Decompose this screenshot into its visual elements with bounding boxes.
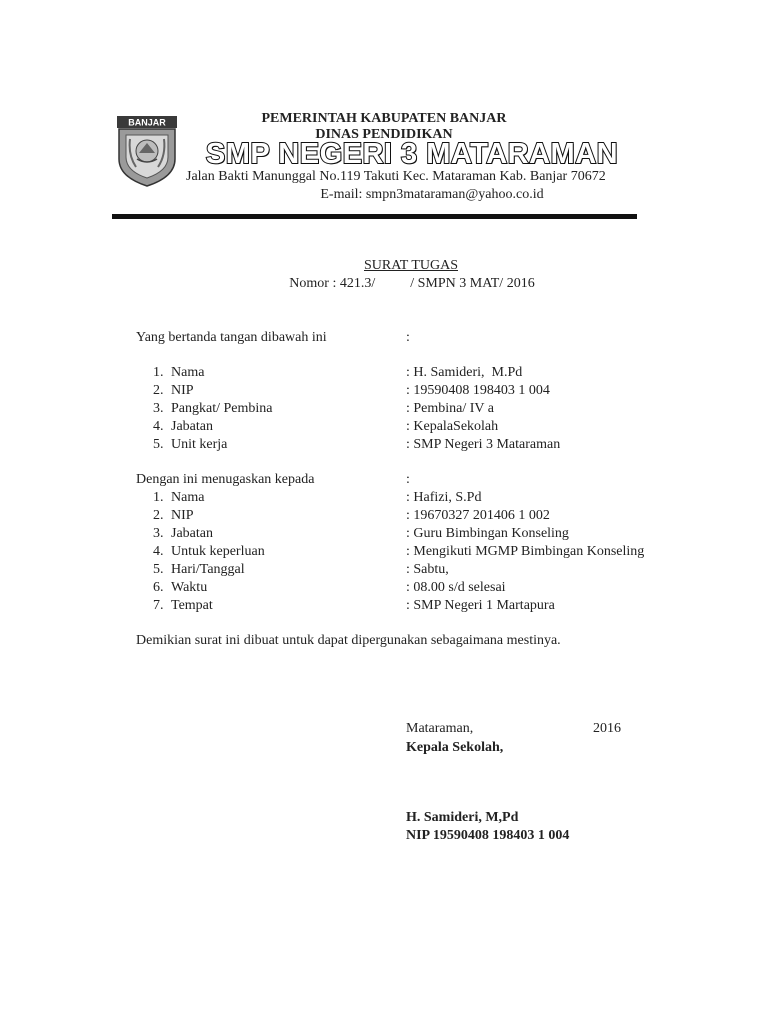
assign-intro-text: Dengan ini menugaskan kepada bbox=[136, 472, 315, 487]
signature-nip: NIP 19590408 198403 1 004 bbox=[406, 828, 570, 843]
signature-position: Kepala Sekolah, bbox=[406, 740, 504, 755]
logo-text: BANJAR bbox=[128, 117, 166, 128]
header-email: E-mail: smpn3mataraman@yahoo.co.id bbox=[320, 187, 544, 202]
header-department: DINAS PENDIDIKAN bbox=[315, 127, 453, 142]
header-school-name: SMP NEGERI 3 MATARAMAN bbox=[205, 138, 619, 170]
signature-place: Mataraman, bbox=[406, 721, 474, 736]
letter-number: Nomor : 421.3/ / SMPN 3 MAT/ 2016 bbox=[289, 276, 535, 291]
signer-intro-colon: : bbox=[406, 330, 410, 345]
signature-year: 2016 bbox=[593, 721, 621, 736]
assign-intro-colon: : bbox=[406, 472, 410, 487]
closing-statement: Demikian surat ini dibuat untuk dapat dipergunakan sebagaimana mestinya. bbox=[136, 633, 561, 648]
letter-title: SURAT TUGAS bbox=[363, 258, 458, 273]
header-divider bbox=[112, 214, 637, 219]
header-government: PEMERINTAH KABUPATEN BANJAR bbox=[261, 111, 507, 126]
signature-name: H. Samideri, M,Pd bbox=[406, 810, 519, 825]
header-address: Jalan Bakti Manunggal No.119 Takuti Kec. Mataraman Kab. Banjar 70672 bbox=[186, 169, 606, 184]
signer-intro-text: Yang bertanda tangan dibawah ini bbox=[136, 330, 327, 345]
